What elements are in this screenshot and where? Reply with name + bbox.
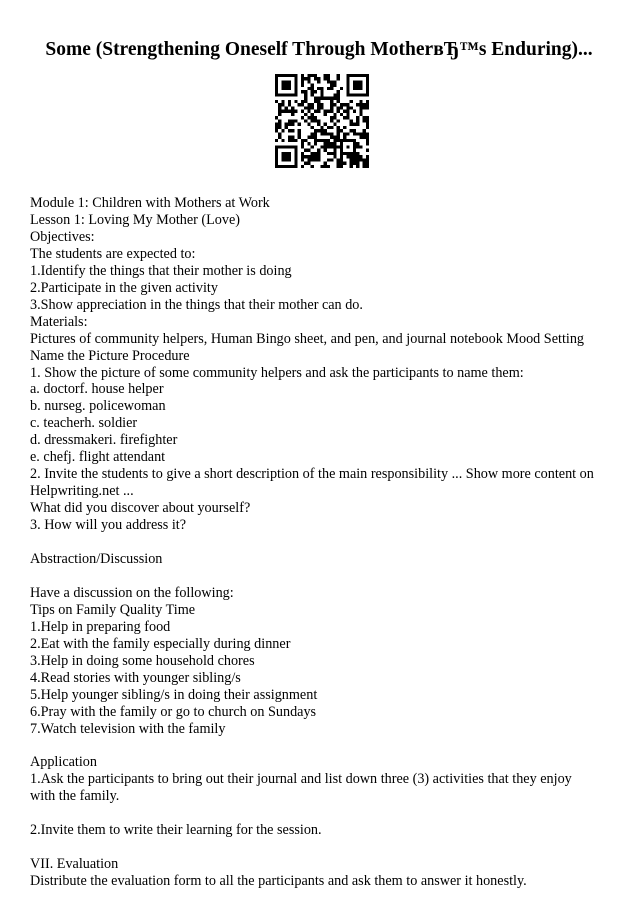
text-line: Module 1: Children with Mothers at Work — [30, 195, 270, 211]
text-line: 2.Participate in the given activity — [30, 279, 218, 296]
text-line: VII. Evaluation — [30, 856, 119, 873]
blank-line — [30, 805, 620, 822]
text-line: 5.Help younger sibling/s in doing their assignment — [30, 686, 318, 703]
text-line: 6.Pray with the family or go to church on Sundays — [30, 703, 317, 720]
text-line: 7.Watch television with the family — [30, 720, 226, 737]
text-line: e. chefj. flight attendant — [30, 449, 166, 466]
text-line: 3.Show appreciation in the things that their mother can do. — [30, 296, 363, 313]
text-line: 1.Identify the things that their mother is doing — [30, 262, 292, 279]
blank-line — [30, 839, 620, 856]
qr-code-icon — [275, 74, 369, 168]
text-line: 3. How will you address it? — [30, 517, 187, 534]
blank-line — [30, 568, 620, 585]
text-line: with the family. — [30, 788, 120, 805]
document-body — [30, 195, 620, 890]
text-line: Have a discussion on the following: — [30, 584, 234, 601]
text-line: 1.Ask the participants to bring out their journal and list down three (3) activities that they enjoy — [30, 771, 572, 788]
text-line: 2.Eat with the family especially during dinner — [30, 635, 291, 652]
text-line: 4.Read stories with younger sibling/s — [30, 669, 241, 686]
text-line: c. teacherh. soldier — [30, 415, 138, 432]
text-line: Application — [30, 754, 97, 771]
text-line: Distribute the evaluation form to all the participants and ask them to answer it honestly. — [30, 873, 527, 890]
text-line: Lesson 1: Loving My Mother (Love) — [30, 211, 241, 228]
text-line: 2.Invite them to write their learning for the session. — [30, 822, 322, 839]
text-line: Helpwriting.net ... — [30, 483, 134, 500]
blank-line — [30, 534, 620, 551]
text-line: 1.Help in preparing food — [30, 618, 171, 635]
document-title: Some (Strengthening Oneself Through MotherвЂ™s Enduring)... — [45, 39, 593, 60]
text-line: Name the Picture Procedure — [30, 347, 190, 364]
text-line: b. nurseg. policewoman — [30, 398, 166, 415]
text-line: Abstraction/Discussion — [30, 551, 163, 567]
blank-line — [30, 737, 620, 754]
text-line: Tips on Family Quality Time — [30, 601, 196, 618]
text-line: Materials: — [30, 313, 88, 330]
text-line: d. dressmakeri. firefighter — [30, 432, 178, 449]
text-line: 3.Help in doing some household chores — [30, 652, 255, 669]
text-line: 2. Invite the students to give a short description of the main responsibility ... Show more content on — [30, 466, 594, 483]
text-line: a. doctorf. house helper — [30, 381, 164, 398]
text-line: Pictures of community helpers, Human Bingo sheet, and pen, and journal notebook Mood Setting — [30, 330, 585, 347]
text-line: The students are expected to: — [30, 245, 196, 262]
qr-code-image — [275, 74, 369, 168]
text-line: What did you discover about yourself? — [30, 500, 251, 517]
text-line: Objectives: — [30, 228, 95, 245]
text-line: 1. Show the picture of some community helpers and ask the participants to name them: — [30, 364, 524, 381]
